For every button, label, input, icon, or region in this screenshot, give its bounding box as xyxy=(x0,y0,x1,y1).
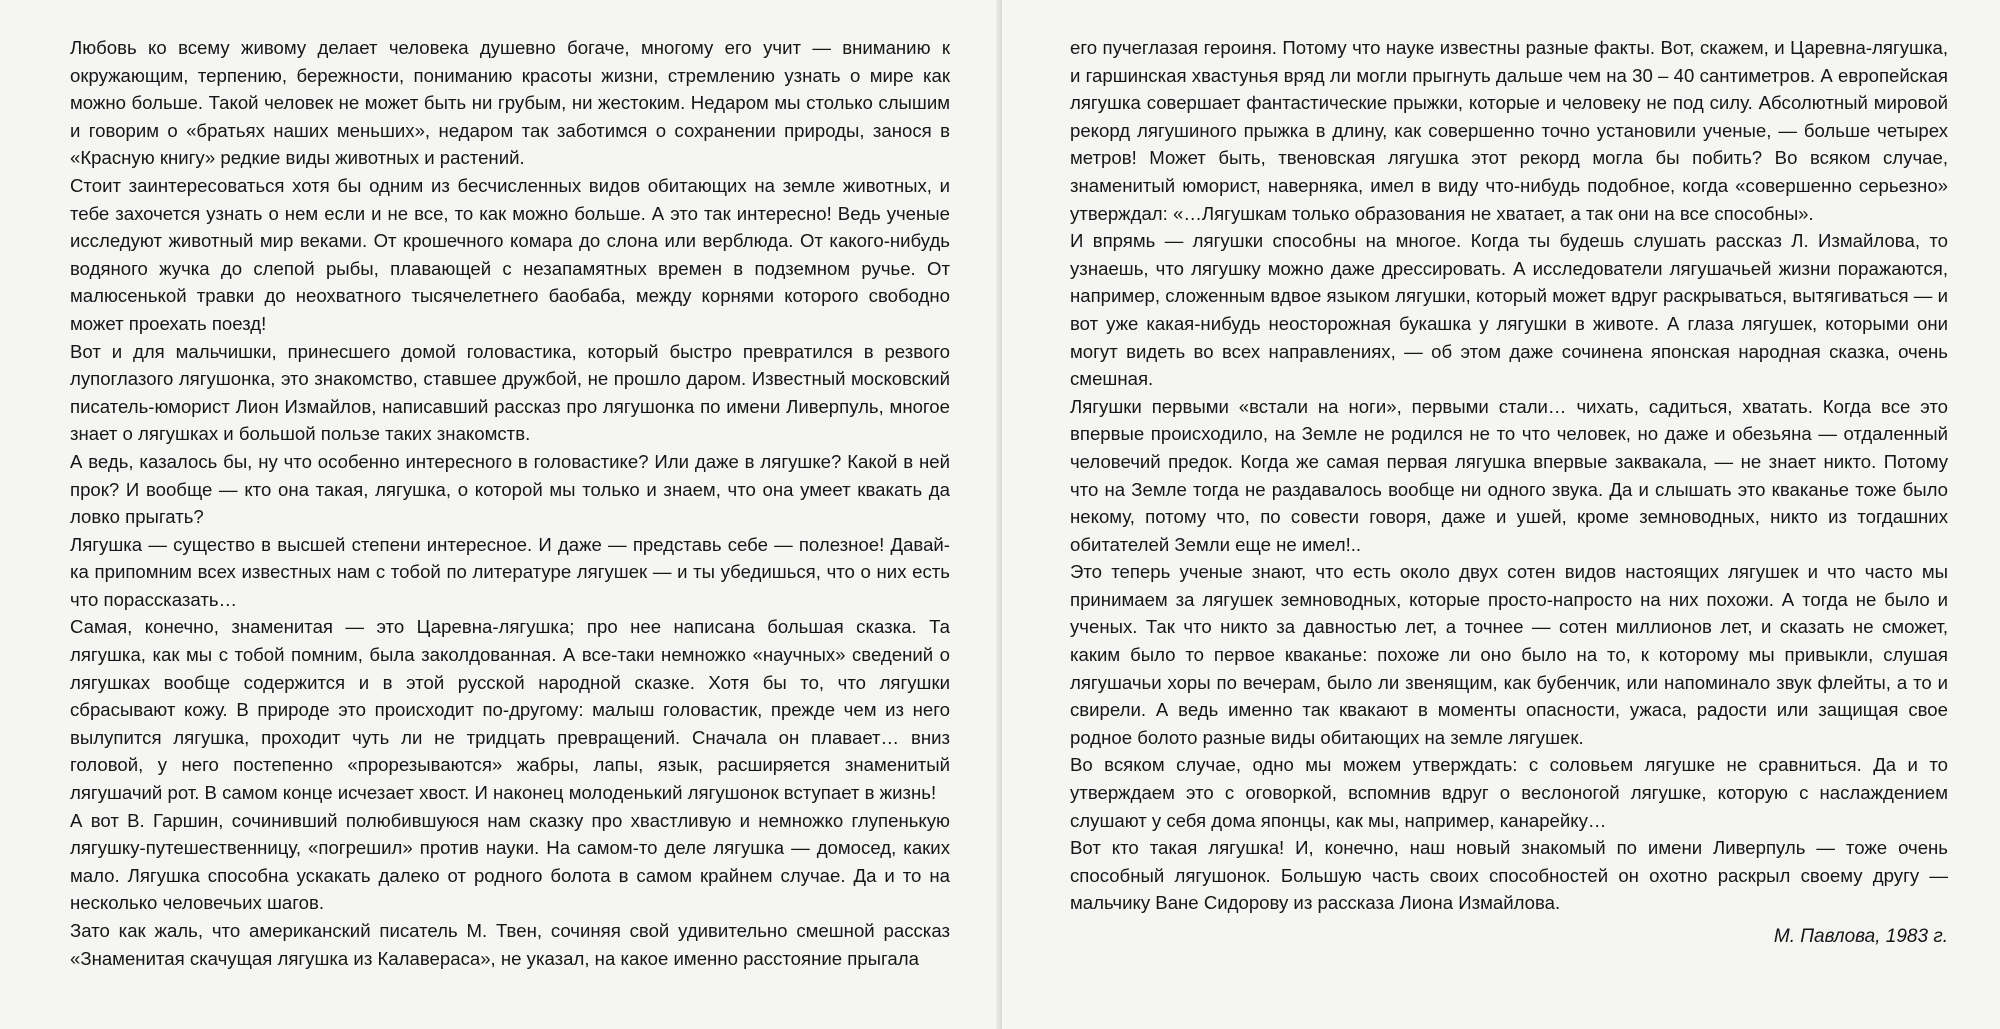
right-page-text xyxy=(1070,34,1948,951)
paragraph: Лягушки первыми «встали на ноги», первыми стали… чихать, садиться, хватать. Когда все это впервые происходило, на Земле не родился не то что человек, но даже и обезьяна — отдаленный человечий предок. Когда же самая первая лягушка впервые заквакала, — не знает никто. Потому что на Земле тогда не раздавалось вообще ни одного звука. Да и слышать это кваканье тоже было некому, потому что, по совести говоря, даже и ушей, кроме земноводных, никто из тогдашних обитателей Земли еще не имел!.. xyxy=(1070,395,1948,555)
paragraph: И впрямь — лягушки способны на многое. Когда ты будешь слушать рассказ Л. Измайлова, то узнаешь, что лягушку можно даже дрессировать. А исследователи лягушачьей жизни поражаются, например, сложенным вдвое языком лягушки, который может вдруг раскрываться, вытягиваться — и вот уже какая-нибудь неосторожная букашка у лягушки в животе. А глаза лягушек, которыми они могут видеть во всех направлениях, — об этом даже сочинена японская народная сказка, очень смешная. xyxy=(1070,230,1948,390)
paragraph: Вот кто такая лягушка! И, конечно, наш новый знакомый по имени Ливерпуль — тоже очень способный лягушонок. Большую часть своих способностей он охотно раскрыл своему другу — мальчику Ване Сидорову из рассказа Лиона Измайлова. xyxy=(1070,837,1948,914)
right-page xyxy=(1002,0,2000,1029)
paragraph: Это теперь ученые знают, что есть около двух сотен видов настоящих лягушек и что часто мы принимаем за лягушек земноводных, которые просто-напросто на них похожи. А тогда не было и ученых. Так что никто за давностью лет, а точнее — сотен миллионов лет, и сказать не сможет, каким было то первое кваканье: похоже ли оно было на то, к которому мы привыкли, слушая лягушачьи хоры по вечерам, было ли звенящим, как бубенчик, или напоминало звук флейты, а то и свирели. А ведь именно так квакают в моменты опасности, ужаса, радости или защищая свое родное болото разные виды обитающих на земле лягушек. xyxy=(1070,561,1948,748)
paragraph: А ведь, казалось бы, ну что особенно интересного в головастике? Или даже в лягушке? Какой в ней прок? И вообще — кто она такая, лягушка, о которой мы только и знаем, что она умеет квакать да ловко прыгать? xyxy=(70,450,950,528)
paragraph: Во всяком случае, одно мы можем утверждать: с соловьем лягушке не сравниться. Да и то утверждаем это с оговоркой, вспомнив вдруг о веслоногой лягушке, которую с наслаждением слушают у себя дома японцы, как мы, например, канарейку… xyxy=(1070,754,1948,831)
paragraph: Вот и для мальчишки, принесшего домой головастика, который быстро превратился в резвого лупоглазого лягушонка, это знакомство, ставшее дружбой, не прошло даром. Известный московский писатель-юморист Лион Измайлов, написавший рассказ про лягушонка по имени Ливерпуль, многое знает о лягушках и большой пользе таких знакомств. xyxy=(70,340,950,445)
paragraph: его пучеглазая героиня. Потому что науке известны разные факты. Вот, скажем, и Царевна-лягушка, и гаршинская хвастунья вряд ли могли прыгнуть дальше чем на 30 – 40 сантиметров. А европейская лягушка совершает фантастические прыжки, которые и человеку не под силу. Абсолютный мировой рекорд лягушиного прыжка в длину, как совершенно точно установили ученые, — больше четырех метров! Может быть, твеновская лягушка этот рекорд могла бы побить? Во всяком случае, знаменитый юморист, наверняка, имел в виду что-нибудь подобное, когда «совершенно серьезно» утверждал: «…Лягушкам только образования не хватает, а так они на все способны». xyxy=(1070,37,1948,224)
author-signature: М. Павлова, 1983 г. xyxy=(1773,926,1948,947)
paragraph: Самая, конечно, знаменитая — это Царевна-лягушка; про нее написана большая сказка. Та лягушка, как мы с тобой помним, была заколдованная. А все-таки немножко «научных» сведений о лягушках вообще содержится и в этой русской народной сказке. Хотя бы то, что лягушки сбрасывают кожу. В природе это происходит по-другому: малыш головастик, прежде чем из него вылупится лягушка, проходит чуть ли не тридцать превращений. Сначала он плавает… вниз головой, у него постепенно «прорезываются» жабры, лапы, язык, расширяется знаменитый лягушачий рот. В самом конце исчезает хвост. И наконец молоденький лягушонок вступает в жизнь! xyxy=(70,616,950,804)
paragraph: Любовь ко всему живому делает человека душевно богаче, многому его учит — вниманию к окружающим, терпению, бережности, пониманию красоты жизни, стремлению узнать о мире как можно больше. Такой человек не может быть ни грубым, ни жестоким. Недаром мы столько слышим и говорим о «братьях наших меньших», недаром так заботимся о сохранении природы, занося в «Красную книгу» редкие виды животных и растений. xyxy=(70,37,950,169)
left-page-text xyxy=(70,34,950,972)
paragraph: Стоит заинтересоваться хотя бы одним из бесчисленных видов обитающих на земле животных, и тебе захочется узнать о нем если и не все, то как можно больше. А это так интересно! Ведь ученые исследуют животный мир веками. От крошечного комара до слона или верблюда. От какого-нибудь водяного жучка до слепой рыбы, плавающей с незапамятных времен в подземном ручье. От малюсенькой травки до неохватного тысячелетнего баобаба, между корнями которого свободно может проехать поезд! xyxy=(70,174,950,334)
paragraph: Зато как жаль, что американский писатель М. Твен, сочиняя свой удивительно смешной рассказ «Знаменитая скачущая лягушка из Калавераса», не указал, на какое именно расстояние прыгала xyxy=(70,920,950,969)
paragraph: Лягушка — существо в высшей степени интересное. И даже — представь себе — полезное! Давай-ка припомним всех известных нам с тобой по литературе лягушек — и ты убедишься, что о них есть что порассказать… xyxy=(70,533,950,610)
paragraph: А вот В. Гаршин, сочинивший полюбившуюся нам сказку про хвастливую и немножко глупенькую лягушку-путешественницу, «погрешил» против науки. На самом-то деле лягушка — домосед, каких мало. Лягушка способна ускакать далеко от родного болота в самом крайнем случае. Да и то на несколько человечьих шагов. xyxy=(70,809,950,914)
